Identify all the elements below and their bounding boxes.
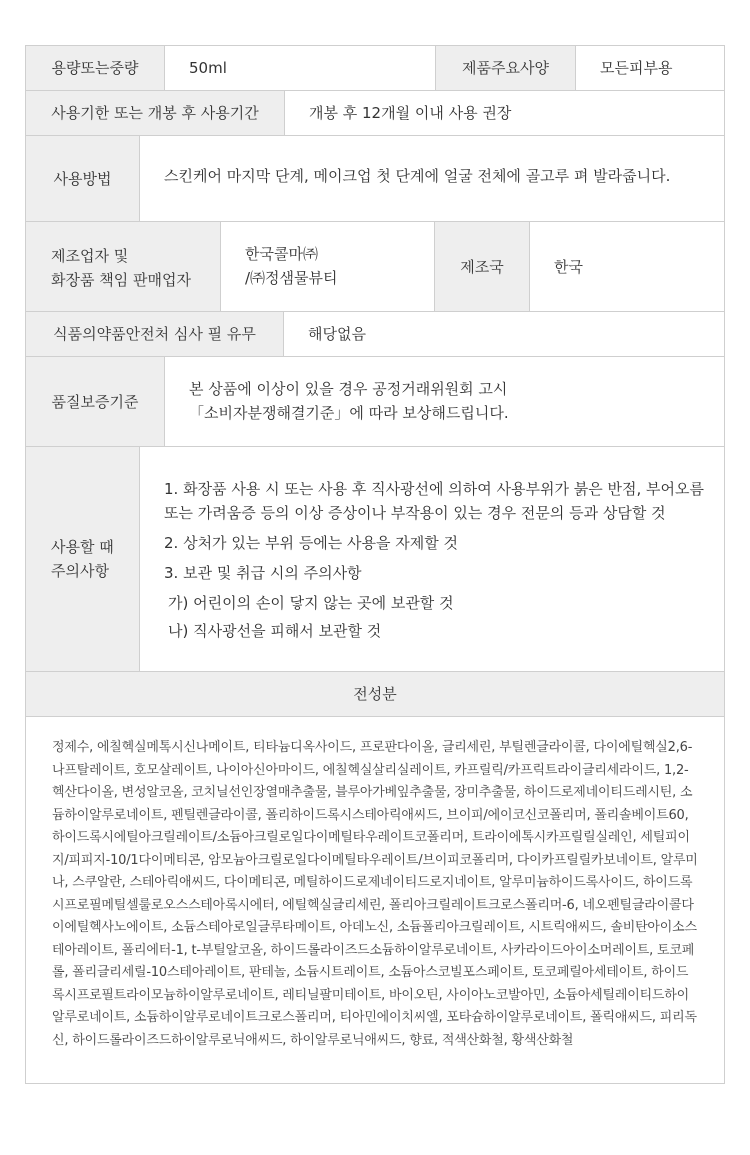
- mfds-label: 식품의약품안전처 심사 필 유무: [26, 312, 284, 356]
- maker-value-line1: 한국콜마㈜: [245, 245, 318, 263]
- maker-value-line2: /㈜정샘물뷰티: [245, 269, 338, 287]
- country-label: 제조국: [434, 222, 530, 311]
- caution-label-line2: 주의사항: [51, 562, 109, 580]
- quality-label: 품질보증기준: [26, 357, 165, 446]
- row-quality: [26, 357, 724, 447]
- caution-sub-1: 가) 어린이의 손이 닿지 않는 곳에 보관할 것: [168, 594, 454, 612]
- caution-sub-2: 나) 직사광선을 피해서 보관할 것: [168, 622, 382, 640]
- caution-label: [26, 447, 140, 671]
- row-expiry: [26, 91, 724, 136]
- row-maker: [26, 222, 724, 312]
- row-caution: [26, 447, 724, 672]
- spec-value: 모든피부용: [600, 59, 673, 77]
- expiry-value: 개봉 후 12개월 이내 사용 권장: [309, 104, 512, 122]
- maker-label-line1: 제조업자 및: [51, 247, 129, 265]
- row-volume: [26, 46, 724, 91]
- mfds-value: 해당없음: [308, 325, 366, 343]
- quality-value: [165, 357, 724, 446]
- ingredients-header: 전성분: [26, 672, 724, 716]
- usage-label: 사용방법: [26, 136, 140, 221]
- expiry-label: 사용기한 또는 개봉 후 사용기간: [26, 91, 285, 135]
- caution-item-1-line1: 1. 화장품 사용 시 또는 사용 후 직사광선에 의하여 사용부위가 붉은 반점, 부어오름: [164, 480, 704, 498]
- volume-label: 용량또는중량: [26, 46, 165, 90]
- caution-item-3: 3. 보관 및 취급 시의 주의사항: [164, 564, 362, 582]
- volume-value: 50ml: [189, 59, 227, 77]
- maker-label: [26, 222, 221, 311]
- product-info-table: [25, 45, 725, 1084]
- caution-item-2: 2. 상처가 있는 부위 등에는 사용을 자제할 것: [164, 534, 459, 552]
- country-value: 한국: [554, 257, 583, 276]
- row-ingredients: [26, 717, 724, 1084]
- row-usage: [26, 136, 724, 222]
- caution-label-line1: 사용할 때: [51, 538, 114, 556]
- quality-value-line2: 「소비자분쟁해결기준」에 따라 보상해드립니다.: [189, 404, 509, 422]
- ingredients-text: 정제수, 에칠헥실메톡시신나메이트, 티타늄디옥사이드, 프로판다이올, 글리세린, 부틸렌글라이콜, 다이에틸헥실2,6-나프탈레이트, 호모살레이트, 나이아신아마이드, 에칠헥실살리실레이트, 카프릴릭/카프릭트라이글리세라이드, 1,2-헥산다이올, 변성알코올, 코치닐선인장열매추출물, 블루아가베잎추출물, 장미추출물, 하이드로제네이티드레시틴, 소듐하이알루로네이트, 펜틸렌글라이콜, 폴리하이드록시스테아릭애씨드, 브이피/에이코신코폴리머, 폴리솔베이트60, 하이드록시에틸아크릴레이트/소듐아크릴로일다이메틸타우레이트코폴리머, 트라이에톡시카프릴릴실레인, 세틸피이지/피피지-10/1다이메티콘, 암모늄아크릴로일다이메틸타우레이트/브이피코폴리머, 다이카프릴릴카보네이트, 알루미나, 스쿠알란, 스테아릭애씨드, 다이메티콘, 메틸하이드로제네이티드로지네이트, 알루미늄하이드록사이드, 하이드록시프로필메틸셀룰로오스스테아록시에터, 에틸헥실글리세린, 폴리아크릴레이트크로스폴리머-6, 네오펜틸글라이콜다이에틸헥사노에이트, 소듐스테아로일글루타메이트, 아데노신, 소듐폴리아크릴레이트, 시트릭애씨드, 솔비탄아이소스테아레이트, 폴리에터-1, t-부틸알코올, 하이드롤라이즈드소듐하이알루로네이트, 사카라이드아이소머레이트, 토코페롤, 폴리글리세릴-10스테아레이트, 판테놀, 소듐시트레이트, 소듐아스코빌포스페이트, 토코페릴아세테이트, 하이드록시프로필트라이모늄하이알루로네이트, 레티닐팔미테이트, 바이오틴, 사이아노코발아민, 소듐아세틸레이티드하이알루로네이트, 소듐하이알루로네이트크로스폴리머, 티아민에이치씨엘, 포타슘하이알루로네이트, 폴릭애씨드, 피리독신, 하이드롤라이즈드하이알루로닉애씨드, 하이알루로닉애씨드, 향료, 적색산화철, 황색산화철: [52, 740, 698, 1048]
- usage-value: 스킨케어 마지막 단계, 메이크업 첫 단계에 얼굴 전체에 골고루 펴 발라줍니다.: [164, 167, 671, 185]
- quality-value-line1: 본 상품에 이상이 있을 경우 공정거래위원회 고시: [189, 380, 508, 398]
- maker-value: [221, 222, 434, 311]
- caution-value: [140, 447, 724, 671]
- row-mfds: [26, 312, 724, 357]
- maker-label-line2: 화장품 책임 판매업자: [51, 271, 191, 289]
- spec-label: 제품주요사양: [435, 46, 576, 90]
- row-ingredients-header: [26, 672, 724, 717]
- caution-item-1-line2: 또는 가려움증 등의 이상 증상이나 부작용이 있는 경우 전문의 등과 상담할 것: [164, 504, 666, 522]
- caution-item-1: [164, 477, 704, 525]
